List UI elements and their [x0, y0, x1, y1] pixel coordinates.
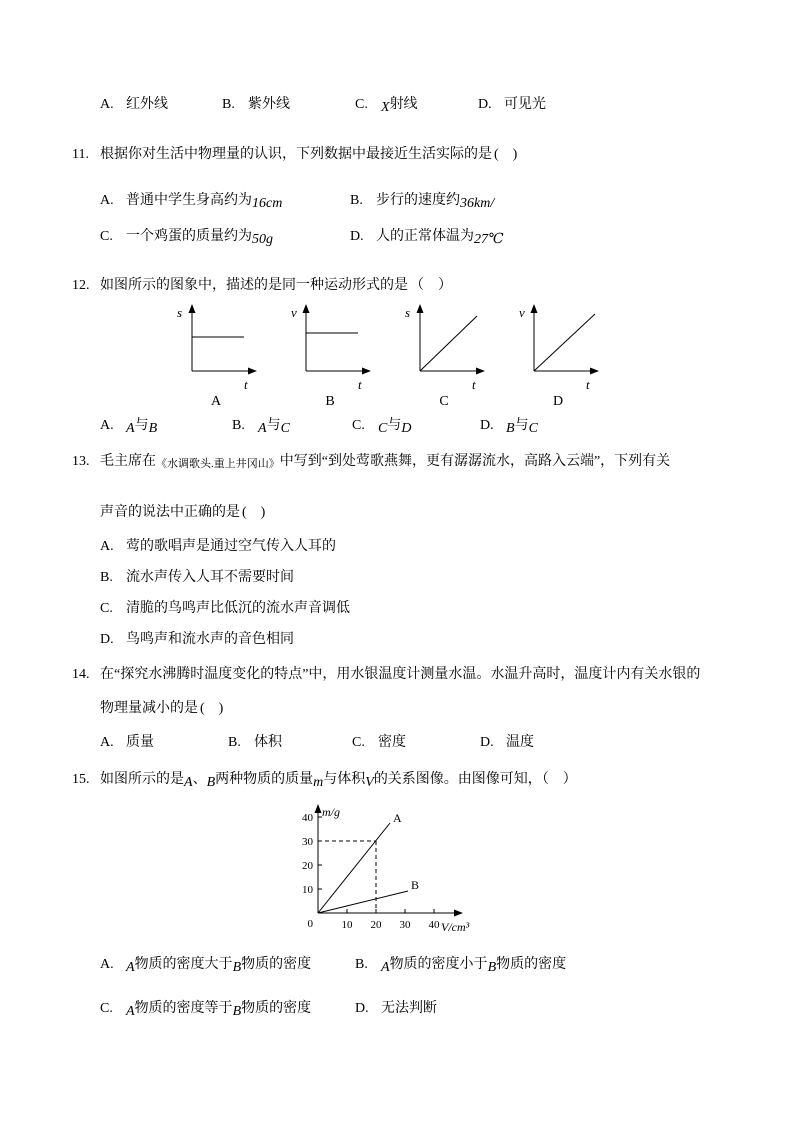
question-text: 中写到“到处莺歌燕舞，更有潺潺流水，高路入云端”，下列有关	[279, 454, 671, 469]
option-math: A	[126, 1004, 135, 1019]
option-math: C	[378, 421, 388, 436]
option-math: B	[148, 421, 158, 436]
graph-caption: C	[439, 394, 449, 409]
option-label: A.	[100, 418, 114, 433]
option-math: B	[487, 960, 497, 975]
option-math: 27℃	[474, 232, 504, 247]
option-label: D.	[480, 735, 494, 750]
option-label: C.	[100, 601, 113, 616]
option-text: 物质的密度等于	[134, 1001, 233, 1016]
option-text: 无法判断	[381, 1001, 437, 1016]
x-tick: 30	[399, 919, 411, 931]
x-tick: 40	[428, 919, 440, 931]
option-text: 体积	[254, 735, 282, 750]
q13-option-a	[100, 537, 763, 556]
q10-option-d	[478, 95, 763, 114]
option-math: 36km/	[460, 196, 495, 211]
graph-caption: D	[552, 394, 564, 409]
q11-options	[100, 191, 763, 246]
q14-options	[100, 733, 763, 752]
question-text: 物理量减小的是	[100, 701, 198, 716]
option-label: A.	[100, 957, 114, 972]
graph-caption: B	[325, 394, 335, 409]
q11-option-a	[100, 191, 350, 210]
option-text: 鸟鸣声和流水声的音色相同	[126, 632, 294, 647]
option-text: 一个鸡蛋的质量约为	[126, 229, 252, 244]
answer-blank: ( )	[494, 147, 518, 162]
q15-option-d	[355, 999, 763, 1018]
option-math: A	[126, 421, 135, 436]
x-axis-label: t	[586, 377, 590, 392]
y-tick: 10	[302, 884, 313, 896]
answer-blank: ( )	[242, 505, 266, 520]
question-text: 根据你对生活中物理量的认识，下列数据中最接近生活实际的是	[100, 147, 492, 162]
question-number: 13.	[72, 454, 90, 469]
y-axis-label: m/g	[322, 805, 340, 819]
y-tick: 20	[302, 860, 313, 872]
y-axis-label: s	[405, 305, 411, 320]
option-text: 质量	[126, 735, 154, 750]
line-b-label: B	[411, 878, 420, 892]
option-label: D.	[478, 97, 492, 112]
q12-option-d	[480, 416, 763, 435]
option-label: B.	[350, 193, 363, 208]
q12-option-c	[352, 416, 480, 435]
q15-options	[100, 955, 763, 1018]
q13-option-c	[100, 599, 763, 618]
q14-option-d	[480, 733, 763, 752]
option-math: D	[401, 421, 412, 436]
y-axis-label: s	[177, 305, 183, 320]
x-tick: 10	[341, 919, 353, 931]
stem-math: B	[206, 775, 216, 790]
question-text: 在“探究水沸腾时温度变化的特点”中，用水银温度计测量水温。水温升高时，温度计内有关水银的	[100, 667, 701, 682]
option-math: A	[381, 960, 390, 975]
option-math: B	[506, 421, 515, 436]
option-label: A.	[100, 97, 114, 112]
q10-option-c	[355, 95, 478, 114]
q11-option-b	[350, 191, 763, 210]
option-label: B.	[355, 957, 368, 972]
q12-stem	[72, 276, 763, 295]
option-math: 50g	[252, 232, 273, 247]
line-a-label: A	[393, 811, 402, 825]
option-text: 与	[387, 418, 402, 433]
q13-stem-line1	[72, 452, 763, 472]
q12-graph-c	[400, 301, 488, 411]
stem-math: m	[313, 775, 324, 790]
question-text: 如图所示的图象中，描述的是同一种运动形式的是	[100, 278, 408, 293]
question-text: 两种物质的质量	[215, 772, 314, 787]
option-text: 与	[514, 418, 529, 433]
question-text: 与体积	[323, 772, 366, 787]
option-text: 流水声传入人耳不需要时间	[126, 570, 294, 585]
option-label: D.	[100, 632, 114, 647]
option-math: B	[232, 960, 242, 975]
option-label: D.	[355, 1001, 369, 1016]
q14-option-c	[352, 733, 480, 752]
option-label: B.	[222, 97, 235, 112]
option-label: A.	[100, 539, 114, 554]
option-math: X	[381, 100, 390, 115]
q13-option-d	[100, 630, 763, 649]
option-math: B	[232, 1004, 242, 1019]
option-text: 清脆的鸟鸣声比低沉的流水声音调低	[126, 601, 350, 616]
q10-option-a	[100, 95, 222, 114]
question-number: 15.	[72, 772, 90, 787]
q13-stem-line2	[100, 503, 763, 522]
option-text: 温度	[506, 735, 534, 750]
q15-option-c	[100, 999, 355, 1018]
q13-option-b	[100, 568, 763, 587]
option-math: A	[258, 421, 267, 436]
option-label: C.	[100, 1001, 113, 1016]
q12-graph-a	[172, 301, 260, 411]
option-label: C.	[352, 418, 365, 433]
answer-blank: （ ）	[410, 278, 452, 293]
origin-label: 0	[307, 918, 313, 930]
option-label: A.	[100, 193, 114, 208]
question-number: 12.	[72, 278, 90, 293]
x-tick: 20	[370, 919, 382, 931]
q15-option-a	[100, 955, 355, 974]
q10-option-b	[222, 95, 355, 114]
option-text: 密度	[378, 735, 406, 750]
answer-blank: （ ）	[541, 772, 577, 787]
question-text: 声音的说法中正确的是	[100, 505, 240, 520]
q15-option-b	[355, 955, 763, 974]
option-label: D.	[480, 418, 494, 433]
option-math: C	[528, 421, 538, 436]
option-label: B.	[228, 735, 241, 750]
v-t-graph-flat	[286, 301, 374, 393]
x-axis-label: t	[244, 377, 248, 392]
option-label: D.	[350, 229, 364, 244]
s-t-graph-rising	[400, 301, 488, 393]
option-math: A	[126, 960, 135, 975]
stem-math: A	[184, 775, 193, 790]
option-label: C.	[355, 97, 368, 112]
q15-stem	[72, 770, 763, 789]
option-text: 射线	[389, 97, 418, 112]
option-text: 物质的密度大于	[134, 957, 233, 972]
option-text: 人的正常体温为	[376, 229, 474, 244]
y-tick: 40	[302, 812, 313, 824]
option-label: C.	[100, 229, 113, 244]
mass-volume-graph	[286, 801, 486, 943]
q12-graph-d	[514, 301, 602, 411]
option-text: 物质的密度	[241, 1001, 312, 1016]
q12-graphs-row	[172, 301, 763, 411]
q14-option-b	[228, 733, 352, 752]
q10-options-row	[100, 95, 763, 114]
option-math: C	[280, 421, 290, 436]
option-text: 红外线	[126, 97, 168, 112]
option-text: 普通中学生身高约为	[126, 193, 252, 208]
question-number: 14.	[72, 667, 90, 682]
s-t-graph-flat	[172, 301, 260, 393]
option-text: 紫外线	[248, 97, 290, 112]
q11-option-d	[350, 227, 763, 246]
q11-stem	[72, 145, 763, 164]
option-math: 16cm	[252, 196, 283, 211]
y-axis-label: v	[291, 305, 297, 320]
question-text: 如图所示的是	[100, 772, 184, 787]
y-tick: 30	[302, 836, 313, 848]
option-text: 物质的密度	[241, 957, 312, 972]
option-label: C.	[352, 735, 365, 750]
option-text: 物质的密度小于	[389, 957, 488, 972]
option-text: 可见光	[504, 97, 546, 112]
option-text: 与	[134, 418, 149, 433]
q12-option-b	[232, 416, 352, 435]
option-text: 步行的速度约	[376, 193, 460, 208]
answer-blank: ( )	[200, 701, 224, 716]
y-axis-label: v	[519, 305, 525, 320]
stem-math: V	[365, 775, 374, 790]
q12-option-a	[100, 416, 232, 435]
option-label: B.	[232, 418, 245, 433]
option-label: B.	[100, 570, 113, 585]
x-axis-label: t	[472, 377, 476, 392]
q12-options	[100, 416, 763, 435]
poem-title: 《水调歌头.重上井冈山》	[156, 458, 280, 470]
question-text: 、	[192, 772, 207, 787]
question-text: 毛主席在	[100, 454, 156, 469]
x-axis-label: V/cm³	[441, 920, 470, 934]
q14-option-a	[100, 733, 228, 752]
graph-caption: A	[210, 394, 222, 409]
question-text: 的关系图像。由图像可知，	[373, 772, 542, 787]
option-text: 与	[266, 418, 281, 433]
option-label: A.	[100, 735, 114, 750]
option-text: 莺的歌唱声是通过空气传入人耳的	[126, 539, 336, 554]
q11-option-c	[100, 227, 350, 246]
v-t-graph-rising	[514, 301, 602, 393]
q12-graph-b	[286, 301, 374, 411]
q14-stem-line1	[72, 665, 763, 684]
q14-stem-line2	[100, 699, 763, 718]
question-number: 11.	[72, 147, 89, 162]
q15-graph	[286, 801, 763, 943]
option-text: 物质的密度	[496, 957, 567, 972]
x-axis-label: t	[358, 377, 362, 392]
